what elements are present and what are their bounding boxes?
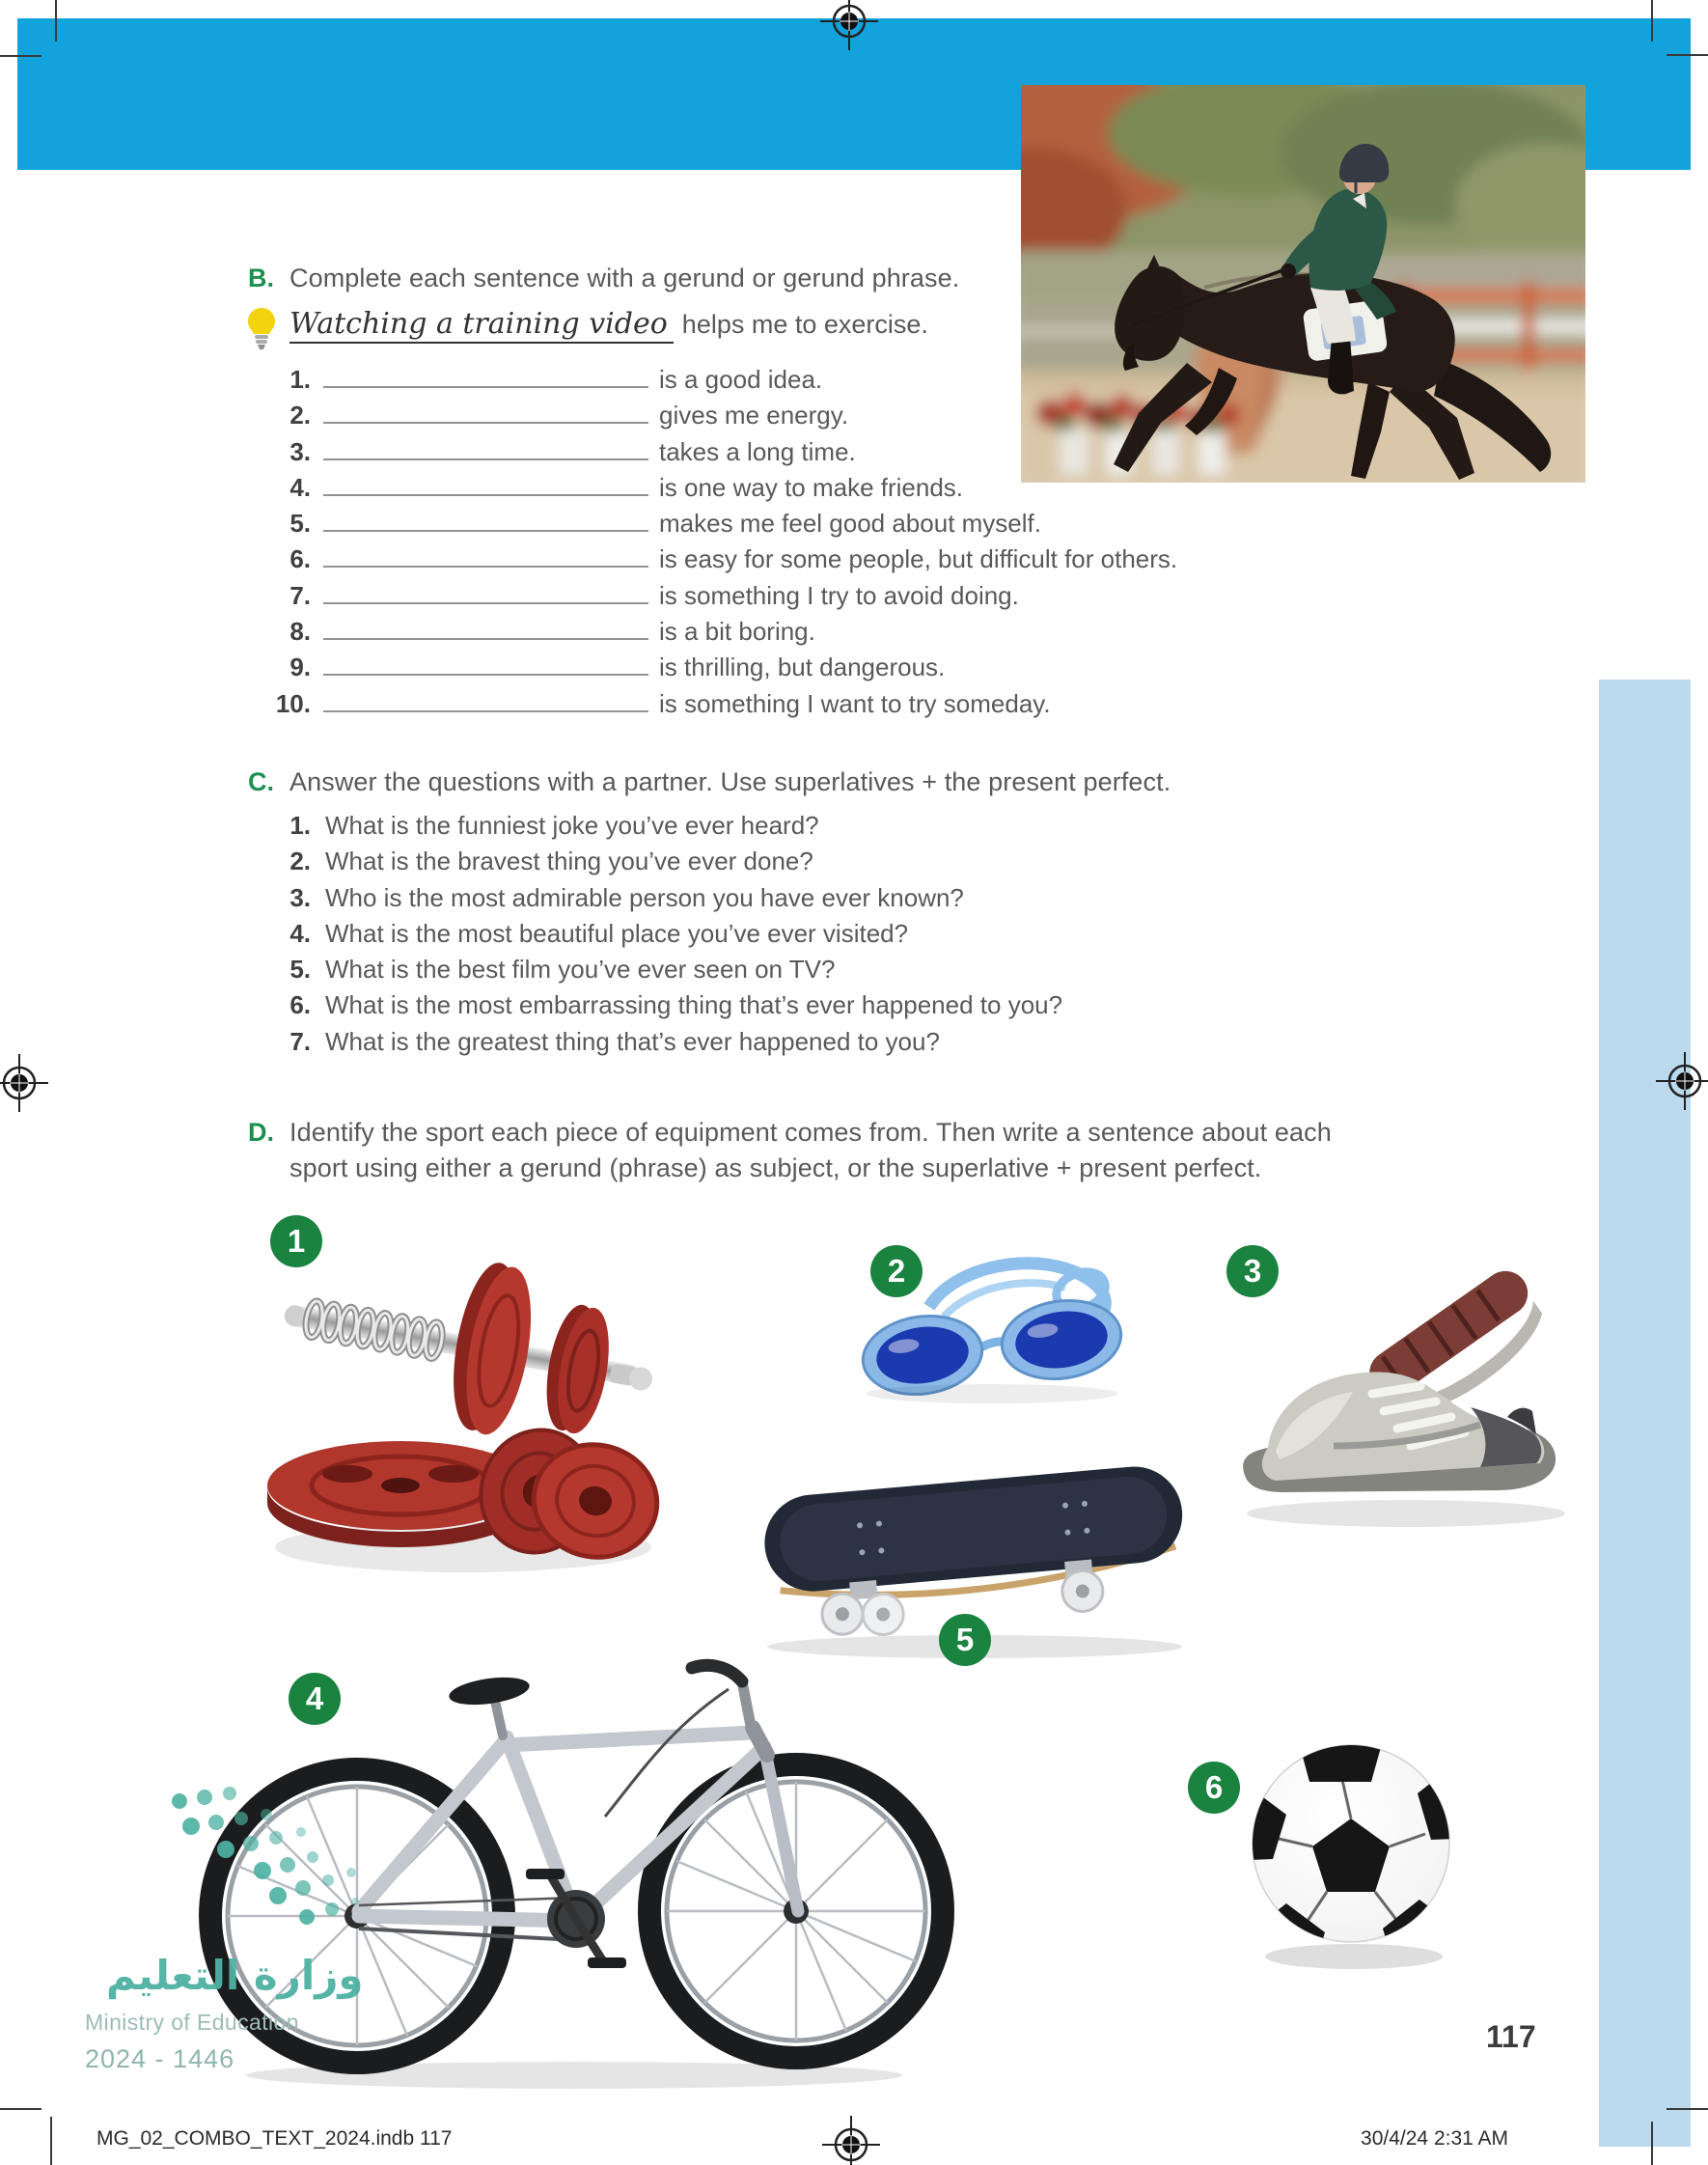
registration-mark-icon — [822, 2116, 880, 2165]
crop-mark — [50, 2117, 52, 2165]
equipment-badge-1: 1 — [270, 1215, 322, 1267]
list-item — [248, 469, 1177, 505]
answer-blank[interactable] — [323, 613, 648, 640]
section-d-instruction: Identify the sport each piece of equipment comes from. Then write a sentence about each sport using either a gerund (phrase) as subject, or the superlative + present perfect. — [289, 1118, 1332, 1182]
list-item — [248, 811, 1062, 847]
list-item — [248, 505, 1177, 541]
crop-mark — [1651, 2122, 1653, 2165]
registration-mark-icon — [1656, 1052, 1708, 1110]
item-number: 2. — [289, 847, 311, 876]
item-number: 7. — [289, 1026, 311, 1056]
item-number: 10. — [275, 688, 311, 718]
list-item — [248, 1027, 1062, 1063]
soccer-ball-image — [1240, 1737, 1462, 1979]
side-band — [1599, 680, 1691, 2147]
item-text: is a good idea. — [659, 365, 823, 394]
item-number: 7. — [289, 580, 311, 610]
list-item — [248, 847, 1062, 882]
item-text: makes me feel good about myself. — [659, 509, 1041, 539]
crop-mark — [1667, 54, 1708, 56]
item-number: 8. — [289, 617, 311, 647]
list-item — [248, 361, 1177, 397]
section-b-letter: B. — [248, 264, 274, 292]
crop-mark — [0, 55, 41, 57]
registration-mark-icon — [0, 1054, 48, 1112]
footer-timestamp: 30/4/24 2:31 AM — [1361, 2127, 1508, 2150]
item-text: is thrilling, but dangerous. — [659, 652, 946, 682]
answer-blank[interactable] — [323, 577, 648, 604]
item-number: 9. — [289, 652, 311, 682]
ministry-logo-english: Ministry of Education — [85, 2010, 299, 2035]
registration-mark-icon — [820, 0, 878, 50]
item-number: 2. — [289, 401, 311, 430]
answer-blank[interactable] — [323, 541, 648, 568]
item-text: What is the bravest thing you’ve ever done? — [325, 847, 813, 876]
footer-file-info: MG_02_COMBO_TEXT_2024.indb 117 — [96, 2127, 453, 2150]
item-text: is one way to make friends. — [659, 472, 964, 502]
answer-blank[interactable] — [323, 469, 648, 496]
list-item — [248, 613, 1177, 649]
item-number: 5. — [289, 509, 311, 539]
item-text: is a bit boring. — [659, 617, 815, 647]
item-text: What is the most embarrassing thing that’s ever happened to you? — [325, 990, 1063, 1020]
equipment-badge-2: 2 — [870, 1245, 923, 1297]
list-item — [248, 433, 1177, 469]
item-number: 5. — [289, 955, 311, 985]
list-item — [248, 955, 1062, 990]
dumbbells-image — [256, 1211, 671, 1593]
example-sentence — [247, 307, 928, 351]
item-text: What is the most beautiful place you’ve ever visited? — [325, 918, 909, 948]
item-number: 6. — [289, 544, 311, 574]
equipment-badge-5: 5 — [939, 1614, 991, 1666]
item-text: is easy for some people, but difficult for others. — [659, 544, 1178, 574]
ministry-logo-years: 2024 - 1446 — [85, 2044, 235, 2073]
item-text: takes a long time. — [659, 436, 856, 466]
item-text: What is the best film you’ve ever seen on TV? — [325, 955, 836, 985]
section-d-letter: D. — [248, 1118, 274, 1147]
equipment-badge-4: 4 — [289, 1673, 341, 1725]
answer-blank[interactable] — [323, 685, 648, 712]
item-number: 4. — [289, 918, 311, 948]
item-number: 3. — [289, 436, 311, 466]
crop-mark — [55, 0, 57, 42]
example-handwritten-text: Watching a training video — [289, 307, 674, 344]
item-text: gives me energy. — [659, 401, 849, 430]
crop-mark — [0, 2108, 41, 2110]
lightbulb-icon — [247, 307, 276, 351]
item-text: is something I want to try someday. — [659, 688, 1051, 718]
list-item — [248, 541, 1177, 576]
ministry-logo-icon — [162, 1778, 365, 1937]
section-b-list — [248, 361, 1177, 721]
answer-blank[interactable] — [323, 505, 648, 532]
item-text: What is the greatest thing that’s ever happened to you? — [325, 1026, 940, 1056]
item-text: is something I try to avoid doing. — [659, 580, 1019, 610]
section-c-list — [248, 811, 1062, 1063]
answer-blank[interactable] — [323, 649, 648, 676]
section-b-instruction: Complete each sentence with a gerund or gerund phrase. — [289, 264, 960, 292]
list-item — [248, 919, 1062, 955]
item-text: What is the funniest joke you’ve ever heard? — [325, 811, 819, 840]
list-item — [248, 649, 1177, 684]
equipment-badge-3: 3 — [1226, 1245, 1279, 1297]
item-text: Who is the most admirable person you have ever known? — [325, 882, 964, 912]
crop-mark — [1651, 0, 1653, 42]
list-item — [248, 577, 1177, 613]
answer-blank[interactable] — [323, 397, 648, 424]
answer-blank[interactable] — [323, 361, 648, 388]
crop-mark — [1667, 2108, 1708, 2110]
list-item — [248, 397, 1177, 432]
list-item — [248, 883, 1062, 919]
list-item — [248, 685, 1177, 721]
ministry-logo-arabic: وزارة التعليم — [106, 1952, 364, 1999]
list-item — [248, 990, 1062, 1026]
section-c-letter: C. — [248, 767, 274, 796]
section-c-header — [248, 767, 1171, 797]
item-number: 1. — [289, 811, 311, 840]
equipment-badge-6: 6 — [1188, 1762, 1240, 1814]
page-number: 117 — [1486, 2019, 1536, 2054]
example-rest-text: helps me to exercise. — [681, 310, 928, 339]
item-number: 4. — [289, 472, 311, 502]
item-number: 1. — [289, 365, 311, 394]
answer-blank[interactable] — [323, 433, 648, 460]
section-c-instruction: Answer the questions with a partner. Use superlatives + the present perfect. — [289, 767, 1171, 796]
running-shoes-image — [1218, 1263, 1594, 1542]
section-d-header — [248, 1115, 1351, 1186]
item-number: 3. — [289, 882, 311, 912]
item-number: 6. — [289, 990, 311, 1020]
section-b-header — [248, 264, 959, 293]
